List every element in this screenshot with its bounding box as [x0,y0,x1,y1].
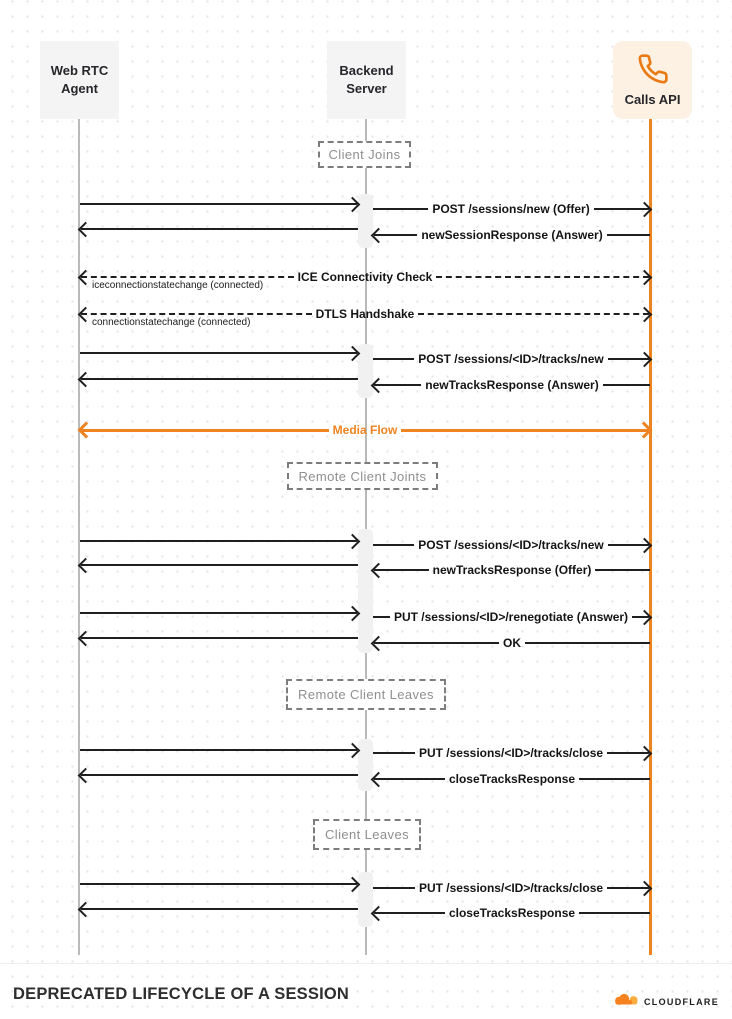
arrowhead-left-icon [78,269,94,285]
message-label: POST /sessions/new (Offer) [432,202,590,216]
message-put-tracks-close-2 [373,879,650,897]
arrowhead-right-icon [637,609,653,625]
footer-divider [0,963,732,964]
group-label: Remote Client Leaves [298,687,434,702]
message-arrow [80,344,358,362]
arrowhead-left-icon [371,562,387,578]
message-ok [373,634,650,652]
message-arrow [80,766,358,784]
message-new-tracks-response [373,376,650,394]
actor-label: Web RTC [50,63,109,79]
message-arrow [80,604,358,622]
arrowhead-left-icon [78,901,94,917]
arrowhead-left-icon [371,771,387,787]
arrowhead-right-icon [637,880,653,896]
arrowhead-right-icon [637,351,653,367]
group-label: Client Leaves [325,827,409,842]
actor-label: Backend [339,63,394,79]
group-client-leaves [313,819,421,850]
diagram-title: DEPRECATED LIFECYCLE OF A SESSION [13,985,350,1003]
message-arrow [80,900,358,918]
event-note: connectionstatechange (connected) [92,317,251,328]
message-arrow [80,532,358,550]
arrowhead-right-icon [345,742,361,758]
actor-calls-api [613,41,692,119]
arrowhead-left-icon [78,221,94,237]
message-label: POST /sessions/<ID>/tracks/new [418,352,604,366]
message-label: newSessionResponse (Answer) [421,228,603,242]
cloudflare-wordmark: CLOUDFLARE [644,997,719,1007]
message-label: newTracksResponse (Answer) [425,378,599,392]
group-remote-client-leaves [286,679,446,710]
cloudflare-logo [611,991,719,1013]
message-arrow [80,220,358,238]
arrowhead-left-icon [78,767,94,783]
message-label: newTracksResponse (Offer) [432,563,592,577]
activation-bar [358,872,373,927]
message-label: DTLS Handshake [315,307,415,321]
message-arrow [80,875,358,893]
message-post-sessions-new [373,200,650,218]
activation-bar [358,529,373,653]
cloudflare-cloud-icon [611,991,641,1013]
actor-label: Agent [61,81,98,96]
message-label: POST /sessions/<ID>/tracks/new [418,538,604,552]
message-new-session-response [373,226,650,244]
arrowhead-right-icon [637,201,653,217]
message-new-tracks-response-offer [373,561,650,579]
message-label: closeTracksResponse [448,772,576,786]
message-arrow [80,629,358,647]
group-label: Remote Client Joints [298,468,427,484]
arrowhead-left-icon [371,905,387,921]
arrowhead-right-icon [345,345,361,361]
message-arrow [80,370,358,388]
arrowhead-left-icon [371,377,387,393]
arrowhead-right-icon [345,533,361,549]
phone-icon [613,53,692,85]
arrowhead-left-icon [371,635,387,651]
arrowhead-left-icon [371,227,387,243]
message-label: PUT /sessions/<ID>/tracks/close [418,746,604,760]
arrowhead-right-icon [345,196,361,212]
arrowhead-left-icon [78,371,94,387]
group-client-joins [318,141,411,168]
message-close-tracks-response [373,770,650,788]
message-label: Media Flow [332,423,398,437]
arrowhead-left-icon [78,557,94,573]
message-label: OK [503,636,521,650]
arrowhead-right-icon [637,306,653,322]
arrowhead-right-icon [345,876,361,892]
actor-label: Server [346,81,387,96]
arrowhead-right-icon [637,537,653,553]
message-arrow [80,741,358,759]
activation-bar [358,739,373,791]
message-post-tracks-new [373,350,650,368]
event-note: iceconnectionstatechange (connected) [92,280,264,291]
message-label: ICE Connectivity Check [297,270,433,284]
arrowhead-left-icon [78,306,94,322]
arrowhead-right-icon [636,422,653,439]
arrowhead-left-icon [78,422,95,439]
activation-bar [358,194,373,248]
message-label: closeTracksResponse [448,906,576,920]
message-post-tracks-new-2 [373,536,650,554]
group-remote-client-joints [287,462,438,490]
message-put-renegotiate [373,608,650,626]
arrowhead-right-icon [637,269,653,285]
actor-label: Calls API [624,92,681,108]
arrowhead-left-icon [78,630,94,646]
actor-webrtc-agent [40,41,119,119]
message-arrow [80,556,358,574]
arrowhead-right-icon [637,745,653,761]
message-put-tracks-close [373,744,650,762]
message-media-flow [80,421,650,439]
message-close-tracks-response-2 [373,904,650,922]
actor-backend-server [327,41,406,119]
message-label: PUT /sessions/<ID>/tracks/close [418,881,604,895]
activation-bar [358,344,373,398]
message-label: PUT /sessions/<ID>/renegotiate (Answer) [393,610,629,624]
message-arrow [80,195,358,213]
group-label: Client Joins [328,147,401,162]
arrowhead-right-icon [345,605,361,621]
